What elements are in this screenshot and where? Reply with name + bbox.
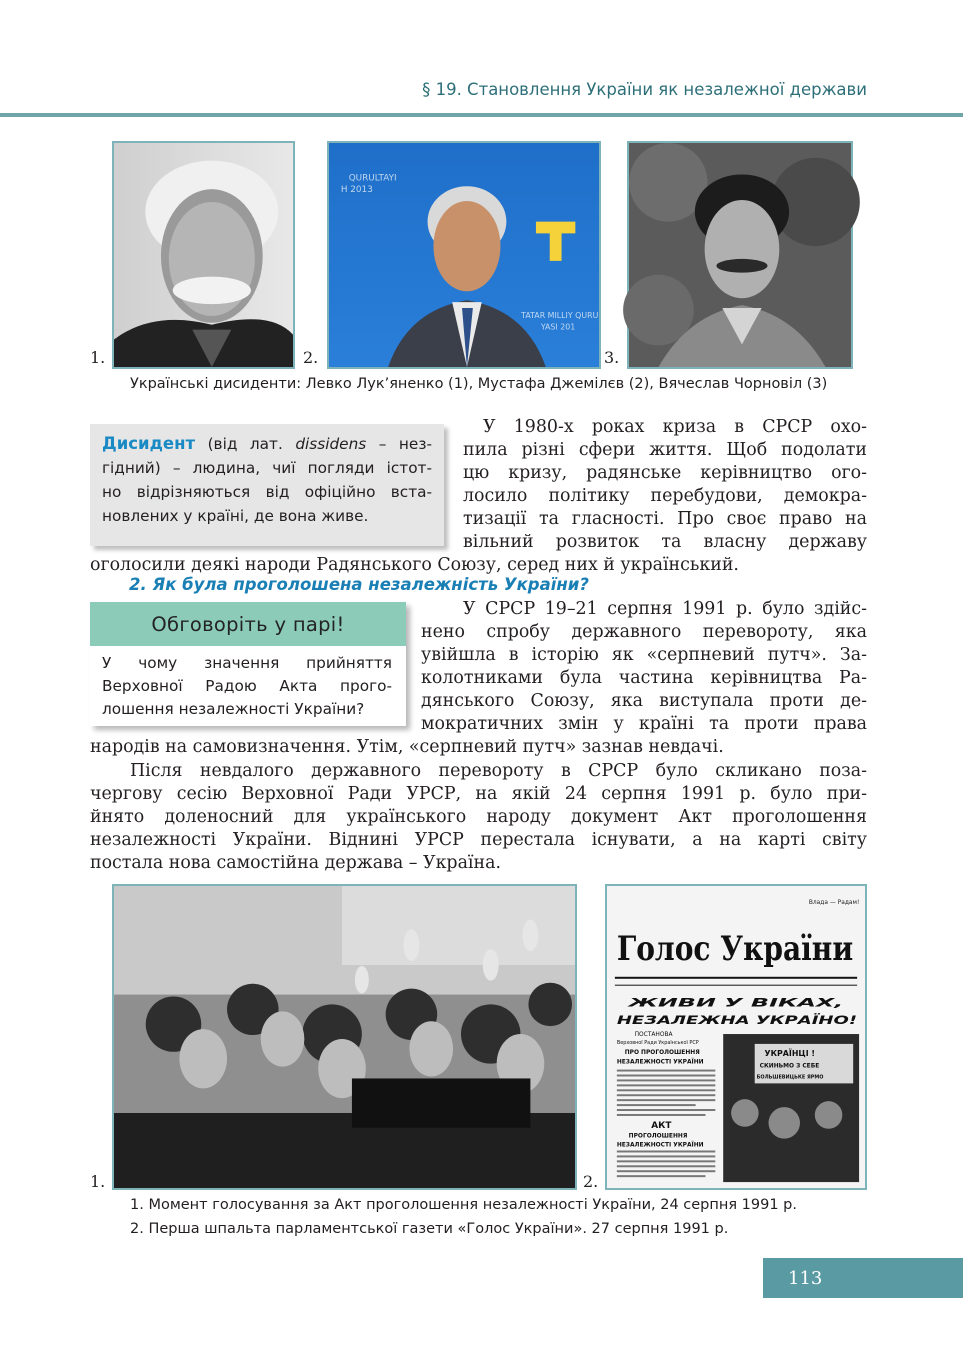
definition-line-4: новлених у країні, де вона живе. <box>102 507 369 525</box>
para2-line: увійшла в історію як «серпневий путч». За- <box>421 645 867 665</box>
discuss-question <box>90 646 406 721</box>
photo-chornovil <box>627 141 853 369</box>
newspaper-decree-about: ПРО ПРОГОЛОШЕННЯ <box>624 1049 700 1056</box>
para1-line: лосило політику перебудови, демокра- <box>463 486 867 506</box>
photo-number-3: 3. <box>604 348 620 367</box>
discuss-line: лошення незалежності України? <box>102 700 365 718</box>
newspaper-decree-sub: Верховної Ради Української РСР <box>616 1039 699 1046</box>
definition-term: Дисидент <box>102 434 196 453</box>
para3-line: постала нова самостійна держава – Україна. <box>90 853 501 873</box>
para1-line: тизації та гласності. Про своє право на <box>463 509 867 529</box>
definition-box <box>90 424 444 546</box>
section-heading: 2. Як була проголошена незалежність України? <box>129 575 589 594</box>
para1-line: У 1980-х роках криза в СРСР охо- <box>483 417 867 437</box>
para2-line: колотниками була частина керівництва Ра- <box>421 668 867 688</box>
bottom-caption-2: 2. Перша шпальта парламентської газети «Голос України». 27 серпня 1991 р. <box>130 1221 729 1237</box>
newspaper-headline-1: ЖИВИ У ВІКАХ, <box>626 995 844 1010</box>
definition-latin: dissidens <box>295 435 367 453</box>
para1-line: оголосили деякі народи Радянського Союзу, серед них й український. <box>90 555 739 575</box>
definition-line-3: но відрізняються від офіційно вста- <box>102 483 432 501</box>
newspaper-headline-2: НЕЗАЛЕЖНА УКРАЇНО! <box>616 1013 774 1028</box>
photo2-sign-1: QURULTAYI <box>348 173 397 184</box>
discuss-line: Верховної Радою Акта прого- <box>102 677 392 695</box>
photo-lukianenko <box>112 141 295 369</box>
discuss-title: Обговоріть у парі! <box>90 602 406 646</box>
para1-line: цю кризу, радянське керівництво ого- <box>463 463 867 483</box>
discuss-box <box>90 602 406 726</box>
photo-number-5: 2. <box>583 1172 599 1191</box>
newspaper-act-title: АКТ <box>651 1120 672 1131</box>
para2-line: нено спробу державного перевороту, яка <box>421 622 867 642</box>
photo-number-4: 1. <box>90 1172 106 1191</box>
top-photos-caption: Українські дисиденти: Левко Лук’яненко (1), Мустафа Джемілєв (2), Вячеслав Чорновіл (3) <box>130 376 828 392</box>
newspaper-motto: Влада — Радам! <box>808 899 860 906</box>
para1-line: пила різні сфери життя. Щоб подолати <box>463 440 867 460</box>
definition-line-1: Дисидент (від лат. dissidens – нез- <box>102 434 432 453</box>
newspaper-decree-name: НЕЗАЛЕЖНОСТІ УКРАЇНИ <box>616 1059 704 1066</box>
para1-line: вільний розвиток та власну державу <box>463 532 867 552</box>
newspaper-poster-2: СКИНЬМО З СЕБЕ <box>759 1063 820 1070</box>
para2-line: дянського Союзу, яка виступала проти де- <box>421 691 867 711</box>
newspaper-act-name: НЕЗАЛЕЖНОСТІ УКРАЇНИ <box>616 1142 704 1149</box>
photo-number-1: 1. <box>90 348 106 367</box>
para2-line: мократичних змін у країні та проти права <box>421 714 867 734</box>
running-header: § 19. Становлення України як незалежної держави <box>422 80 867 99</box>
discuss-line: У чому значення прийняття <box>102 654 392 672</box>
photo-dzhemilev <box>327 141 601 369</box>
photo2-sign-2: H 2013 <box>340 185 373 196</box>
newspaper-masthead: Голос України <box>616 928 854 969</box>
para2-line: народів на самовизначення. Утім, «серпневий путч» зазнав невдачі. <box>90 737 724 757</box>
photo-parliament-vote <box>112 884 577 1190</box>
header-rule <box>0 113 963 117</box>
bottom-caption-1: 1. Момент голосування за Акт проголошення незалежності України, 24 серпня 1991 р. <box>130 1197 797 1213</box>
para3-line: йнято доленосний для українського народу документ Акт проголошення <box>90 807 867 827</box>
para3-line: чергову сесію Верховної Ради УРСР, на якій 24 серпня 1991 р. було при- <box>90 784 867 804</box>
photo2-sign-4: YASI 201 <box>540 322 576 332</box>
newspaper-poster-1: УКРАЇНЦІ ! <box>764 1048 815 1058</box>
para3-line: незалежності України. Віднині УРСР перестала існувати, а на карті світу <box>90 830 867 850</box>
photo2-sign-3: TATAR MILLIY QURU <box>521 310 599 320</box>
para2-line: У СРСР 19–21 серпня 1991 р. було здійс- <box>463 599 867 619</box>
photo-number-2: 2. <box>303 348 319 367</box>
definition-line-2: гідний) – людина, чиї погляди істот- <box>102 459 432 477</box>
page-number: 113 <box>763 1258 963 1298</box>
newspaper-act-about: ПРОГОЛОШЕННЯ <box>628 1133 688 1140</box>
newspaper-decree-title: ПОСТАНОВА <box>634 1032 673 1039</box>
photo-newspaper <box>605 884 867 1190</box>
para3-line: Після невдалого державного перевороту в СРСР було скликано поза- <box>130 761 867 781</box>
newspaper-poster-3: БОЛЬШЕВИЦЬКЕ ЯРМО <box>756 1074 824 1081</box>
